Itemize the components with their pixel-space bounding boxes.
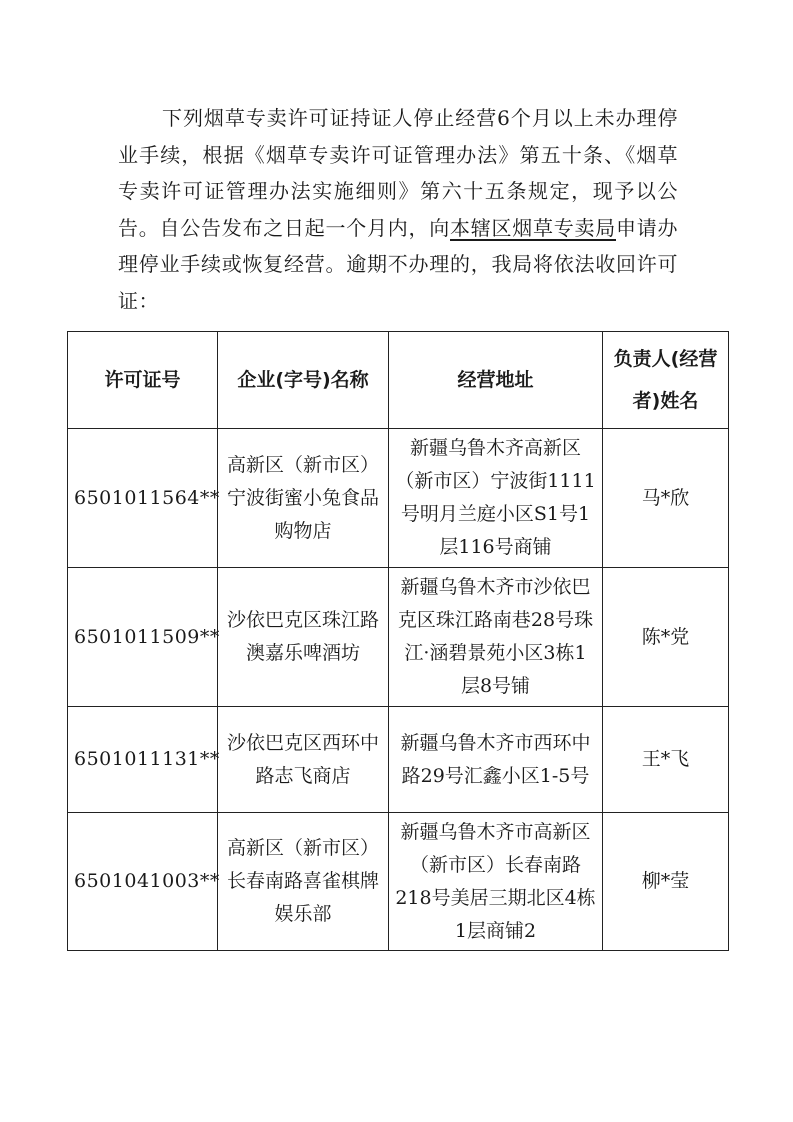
cell-business-name: 高新区（新市区）宁波街蜜小兔食品购物店 bbox=[218, 429, 389, 568]
cell-license-no: 6501011131** bbox=[68, 707, 218, 813]
header-owner: 负责人(经营者)姓名 bbox=[603, 332, 729, 429]
header-address: 经营地址 bbox=[389, 332, 603, 429]
cell-business-name: 高新区（新市区）长春南路喜雀棋牌娱乐部 bbox=[218, 813, 389, 951]
cell-address: 新疆乌鲁木齐市西环中路29号汇鑫小区1-5号 bbox=[389, 707, 603, 813]
header-business-name: 企业(字号)名称 bbox=[218, 332, 389, 429]
notice-text-before: 下列烟草专卖许可证持证人停止经营6个月以上未办理停业手续，根据《烟草专卖许可证管理办法》第五十条、《烟草专卖许可证管理办法实施细则》第六十五条规定，现予以公告。自公告发布之日起一个月内，向 bbox=[118, 106, 678, 240]
notice-text-after: 申请办理停业手续或恢复经营。逾期不办理的，我局将依法收回许可证： bbox=[118, 215, 678, 313]
cell-owner: 王*飞 bbox=[603, 707, 729, 813]
cell-address: 新疆乌鲁木齐市沙依巴克区珠江路南巷28号珠江·涵碧景苑小区3栋1层8号铺 bbox=[389, 568, 603, 707]
cell-address: 新疆乌鲁木齐市高新区（新市区）长春南路218号美居三期北区4栋1层商铺2 bbox=[389, 813, 603, 951]
notice-paragraph bbox=[118, 100, 678, 319]
table-header-row bbox=[68, 332, 729, 429]
table-row bbox=[68, 568, 729, 707]
cell-license-no: 6501041003** bbox=[68, 813, 218, 951]
notice-underlined-authority: 本辖区烟草专卖局 bbox=[450, 215, 616, 240]
cell-owner: 陈*党 bbox=[603, 568, 729, 707]
table-row bbox=[68, 813, 729, 951]
cell-address: 新疆乌鲁木齐高新区（新市区）宁波街1111号明月兰庭小区S1号1层116号商铺 bbox=[389, 429, 603, 568]
cell-owner: 柳*莹 bbox=[603, 813, 729, 951]
cell-business-name: 沙依巴克区珠江路澳嘉乐啤酒坊 bbox=[218, 568, 389, 707]
header-license-no: 许可证号 bbox=[68, 332, 218, 429]
license-table bbox=[67, 331, 729, 951]
cell-license-no: 6501011564** bbox=[68, 429, 218, 568]
table-row bbox=[68, 707, 729, 813]
cell-license-no: 6501011509** bbox=[68, 568, 218, 707]
cell-business-name: 沙依巴克区西环中路志飞商店 bbox=[218, 707, 389, 813]
table-row bbox=[68, 429, 729, 568]
cell-owner: 马*欣 bbox=[603, 429, 729, 568]
